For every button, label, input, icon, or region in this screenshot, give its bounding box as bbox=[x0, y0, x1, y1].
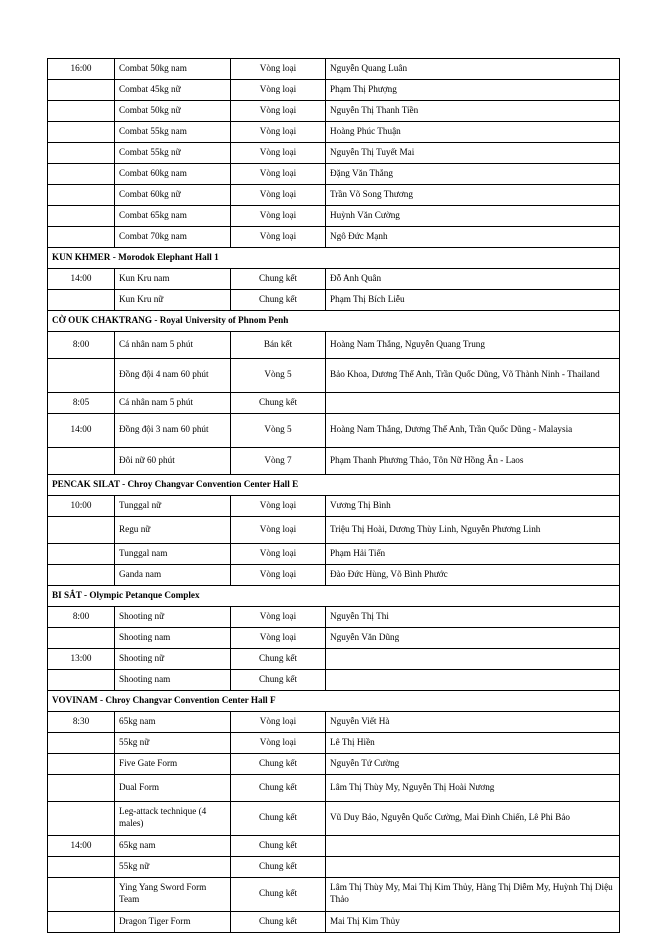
table-row bbox=[48, 206, 620, 227]
schedule-cell-time bbox=[48, 857, 115, 878]
schedule-cell-athletes bbox=[326, 649, 620, 670]
schedule-cell-round: Vòng loại bbox=[231, 496, 326, 517]
schedule-cell-round: Chung kết bbox=[231, 269, 326, 290]
table-row bbox=[48, 565, 620, 586]
table-row bbox=[48, 59, 620, 80]
schedule-cell-round: Vòng loại bbox=[231, 544, 326, 565]
schedule-cell-round: Vòng loại bbox=[231, 733, 326, 754]
schedule-cell-athletes: Vũ Duy Bảo, Nguyễn Quốc Cường, Mai Đình Chiến, Lê Phi Bảo bbox=[326, 802, 620, 836]
schedule-cell-event: 55kg nữ bbox=[115, 733, 231, 754]
table-row bbox=[48, 101, 620, 122]
schedule-cell-athletes: Nguyễn Thị Tuyết Mai bbox=[326, 143, 620, 164]
schedule-cell-athletes: Phạm Thị Phượng bbox=[326, 80, 620, 101]
schedule-cell-round: Chung kết bbox=[231, 393, 326, 414]
schedule-cell-round: Chung kết bbox=[231, 857, 326, 878]
schedule-cell-event: Combat 55kg nữ bbox=[115, 143, 231, 164]
schedule-cell-athletes: Huỳnh Văn Cường bbox=[326, 206, 620, 227]
schedule-cell-athletes: Đào Đức Hùng, Võ Bình Phước bbox=[326, 565, 620, 586]
table-row bbox=[48, 754, 620, 775]
table-row bbox=[48, 122, 620, 143]
section-header-title: PENCAK SILAT - Chroy Changvar Convention Center Hall E bbox=[48, 475, 620, 496]
table-row bbox=[48, 544, 620, 565]
schedule-cell-round: Chung kết bbox=[231, 802, 326, 836]
schedule-cell-time bbox=[48, 80, 115, 101]
table-row bbox=[48, 227, 620, 248]
schedule-cell-athletes: Đặng Văn Thắng bbox=[326, 164, 620, 185]
schedule-cell-event: Shooting nữ bbox=[115, 649, 231, 670]
schedule-cell-round: Vòng loại bbox=[231, 164, 326, 185]
schedule-sheet bbox=[47, 58, 613, 933]
schedule-cell-time bbox=[48, 775, 115, 802]
schedule-cell-event: Đồng đội 3 nam 60 phút bbox=[115, 414, 231, 448]
section-header-row bbox=[48, 311, 620, 332]
schedule-cell-round: Chung kết bbox=[231, 754, 326, 775]
schedule-cell-time bbox=[48, 206, 115, 227]
schedule-cell-athletes: Hoàng Nam Thắng, Dương Thế Anh, Trần Quốc Dũng - Malaysia bbox=[326, 414, 620, 448]
schedule-cell-athletes: Đỗ Anh Quân bbox=[326, 269, 620, 290]
table-row bbox=[48, 712, 620, 733]
schedule-cell-time: 16:00 bbox=[48, 59, 115, 80]
schedule-cell-event: Combat 55kg nam bbox=[115, 122, 231, 143]
schedule-cell-time: 8:00 bbox=[48, 332, 115, 359]
section-header-title: BI SẮT - Olympic Petanque Complex bbox=[48, 586, 620, 607]
schedule-cell-athletes: Phạm Hải Tiến bbox=[326, 544, 620, 565]
schedule-cell-athletes bbox=[326, 393, 620, 414]
schedule-cell-event: Combat 60kg nữ bbox=[115, 185, 231, 206]
schedule-cell-time bbox=[48, 670, 115, 691]
schedule-cell-athletes: Hoàng Phúc Thuận bbox=[326, 122, 620, 143]
schedule-cell-athletes: Bảo Khoa, Dương Thế Anh, Trần Quốc Dũng, Võ Thành Ninh - Thailand bbox=[326, 359, 620, 393]
schedule-cell-event: Combat 70kg nam bbox=[115, 227, 231, 248]
schedule-cell-time bbox=[48, 733, 115, 754]
schedule-cell-athletes: Lê Thị Hiền bbox=[326, 733, 620, 754]
table-row bbox=[48, 185, 620, 206]
schedule-cell-athletes bbox=[326, 836, 620, 857]
schedule-cell-time bbox=[48, 544, 115, 565]
schedule-cell-event: Combat 50kg nữ bbox=[115, 101, 231, 122]
table-row bbox=[48, 649, 620, 670]
schedule-cell-time bbox=[48, 517, 115, 544]
schedule-cell-event: Regu nữ bbox=[115, 517, 231, 544]
schedule-cell-event: Ganda nam bbox=[115, 565, 231, 586]
schedule-cell-time: 14:00 bbox=[48, 414, 115, 448]
schedule-cell-round: Vòng loại bbox=[231, 80, 326, 101]
table-row bbox=[48, 393, 620, 414]
schedule-cell-event: Combat 50kg nam bbox=[115, 59, 231, 80]
table-row bbox=[48, 164, 620, 185]
schedule-cell-event: Five Gate Form bbox=[115, 754, 231, 775]
schedule-cell-event: 65kg nam bbox=[115, 836, 231, 857]
schedule-cell-time: 14:00 bbox=[48, 836, 115, 857]
schedule-cell-round: Vòng loại bbox=[231, 628, 326, 649]
schedule-cell-event: Combat 60kg nam bbox=[115, 164, 231, 185]
section-header-row bbox=[48, 586, 620, 607]
schedule-cell-event: Shooting nam bbox=[115, 670, 231, 691]
schedule-cell-round: Chung kết bbox=[231, 775, 326, 802]
table-row bbox=[48, 670, 620, 691]
schedule-cell-round: Vòng loại bbox=[231, 565, 326, 586]
schedule-cell-athletes: Mai Thị Kim Thủy bbox=[326, 912, 620, 933]
schedule-cell-time bbox=[48, 164, 115, 185]
schedule-cell-event: Đôi nữ 60 phút bbox=[115, 448, 231, 475]
schedule-cell-round: Vòng loại bbox=[231, 206, 326, 227]
schedule-cell-round: Vòng loại bbox=[231, 712, 326, 733]
schedule-cell-event: Combat 45kg nữ bbox=[115, 80, 231, 101]
table-row bbox=[48, 496, 620, 517]
schedule-cell-round: Vòng loại bbox=[231, 517, 326, 544]
schedule-cell-time: 8:05 bbox=[48, 393, 115, 414]
table-row bbox=[48, 857, 620, 878]
table-row bbox=[48, 269, 620, 290]
schedule-cell-event: Shooting nam bbox=[115, 628, 231, 649]
schedule-cell-round: Vòng loại bbox=[231, 59, 326, 80]
section-header-title: VOVINAM - Chroy Changvar Convention Center Hall F bbox=[48, 691, 620, 712]
table-row bbox=[48, 912, 620, 933]
schedule-cell-event: Shooting nữ bbox=[115, 607, 231, 628]
schedule-cell-round: Vòng 5 bbox=[231, 359, 326, 393]
table-row bbox=[48, 359, 620, 393]
schedule-cell-round: Chung kết bbox=[231, 878, 326, 912]
schedule-cell-time: 8:00 bbox=[48, 607, 115, 628]
table-row bbox=[48, 878, 620, 912]
table-row bbox=[48, 80, 620, 101]
schedule-cell-round: Vòng loại bbox=[231, 122, 326, 143]
schedule-cell-athletes: Phạm Thanh Phương Thảo, Tôn Nữ Hồng Ân - Laos bbox=[326, 448, 620, 475]
schedule-cell-round: Chung kết bbox=[231, 290, 326, 311]
schedule-cell-time bbox=[48, 101, 115, 122]
schedule-cell-athletes: Ngô Đức Mạnh bbox=[326, 227, 620, 248]
section-header-row bbox=[48, 475, 620, 496]
schedule-cell-round: Chung kết bbox=[231, 912, 326, 933]
schedule-cell-event: 65kg nam bbox=[115, 712, 231, 733]
table-row bbox=[48, 448, 620, 475]
schedule-cell-time: 8:30 bbox=[48, 712, 115, 733]
schedule-cell-athletes: Lâm Thị Thùy My, Mai Thị Kim Thủy, Hàng Thị Diễm My, Huỳnh Thị Diệu Thảo bbox=[326, 878, 620, 912]
table-row bbox=[48, 332, 620, 359]
schedule-cell-athletes: Phạm Thị Bích Liễu bbox=[326, 290, 620, 311]
schedule-cell-athletes: Vương Thị Bình bbox=[326, 496, 620, 517]
schedule-cell-round: Chung kết bbox=[231, 649, 326, 670]
table-row bbox=[48, 802, 620, 836]
schedule-cell-event: Combat 65kg nam bbox=[115, 206, 231, 227]
schedule-cell-time bbox=[48, 185, 115, 206]
schedule-cell-time bbox=[48, 448, 115, 475]
competition-schedule-table bbox=[47, 58, 620, 933]
schedule-cell-athletes: Hoàng Nam Thắng, Nguyễn Quang Trung bbox=[326, 332, 620, 359]
schedule-cell-athletes bbox=[326, 670, 620, 691]
schedule-cell-athletes: Nguyễn Thị Thanh Tiền bbox=[326, 101, 620, 122]
section-header-title: KUN KHMER - Morodok Elephant Hall 1 bbox=[48, 248, 620, 269]
schedule-cell-event: Cá nhân nam 5 phút bbox=[115, 393, 231, 414]
schedule-cell-time bbox=[48, 565, 115, 586]
schedule-cell-time bbox=[48, 290, 115, 311]
schedule-cell-athletes: Nguyễn Văn Dũng bbox=[326, 628, 620, 649]
table-row bbox=[48, 290, 620, 311]
schedule-cell-round: Chung kết bbox=[231, 836, 326, 857]
schedule-cell-event: Tunggal nam bbox=[115, 544, 231, 565]
schedule-cell-round: Vòng loại bbox=[231, 143, 326, 164]
schedule-cell-athletes: Nguyễn Viết Hà bbox=[326, 712, 620, 733]
schedule-cell-event: Kun Kru nữ bbox=[115, 290, 231, 311]
schedule-cell-round: Vòng loại bbox=[231, 607, 326, 628]
schedule-cell-athletes: Nguyễn Tứ Cường bbox=[326, 754, 620, 775]
schedule-cell-event: 55kg nữ bbox=[115, 857, 231, 878]
schedule-cell-time bbox=[48, 628, 115, 649]
schedule-cell-round: Vòng loại bbox=[231, 101, 326, 122]
schedule-cell-time: 14:00 bbox=[48, 269, 115, 290]
schedule-table-body bbox=[48, 59, 620, 933]
schedule-cell-event: Dual Form bbox=[115, 775, 231, 802]
schedule-cell-time: 10:00 bbox=[48, 496, 115, 517]
schedule-cell-athletes bbox=[326, 857, 620, 878]
schedule-cell-athletes: Triệu Thị Hoài, Dương Thùy Linh, Nguyễn Phương Linh bbox=[326, 517, 620, 544]
schedule-cell-event: Kun Kru nam bbox=[115, 269, 231, 290]
table-row bbox=[48, 607, 620, 628]
schedule-cell-athletes: Lâm Thị Thùy My, Nguyễn Thị Hoài Nương bbox=[326, 775, 620, 802]
table-row bbox=[48, 836, 620, 857]
schedule-cell-round: Vòng 7 bbox=[231, 448, 326, 475]
schedule-cell-round: Vòng 5 bbox=[231, 414, 326, 448]
schedule-cell-event: Dragon Tiger Form bbox=[115, 912, 231, 933]
schedule-cell-time bbox=[48, 754, 115, 775]
schedule-cell-time bbox=[48, 878, 115, 912]
section-header-title: CỜ OUK CHAKTRANG - Royal University of Phnom Penh bbox=[48, 311, 620, 332]
schedule-cell-time bbox=[48, 802, 115, 836]
section-header-row bbox=[48, 691, 620, 712]
section-header-row bbox=[48, 248, 620, 269]
schedule-cell-round: Bán kết bbox=[231, 332, 326, 359]
schedule-cell-round: Chung kết bbox=[231, 670, 326, 691]
schedule-cell-time bbox=[48, 143, 115, 164]
schedule-cell-time bbox=[48, 359, 115, 393]
schedule-cell-round: Vòng loại bbox=[231, 185, 326, 206]
schedule-cell-round: Vòng loại bbox=[231, 227, 326, 248]
table-row bbox=[48, 733, 620, 754]
schedule-cell-event: Leg-attack technique (4 males) bbox=[115, 802, 231, 836]
table-row bbox=[48, 143, 620, 164]
schedule-cell-time bbox=[48, 227, 115, 248]
schedule-cell-event: Tunggal nữ bbox=[115, 496, 231, 517]
table-row bbox=[48, 628, 620, 649]
schedule-cell-time bbox=[48, 122, 115, 143]
table-row bbox=[48, 775, 620, 802]
schedule-cell-event: Ying Yang Sword Form Team bbox=[115, 878, 231, 912]
table-row bbox=[48, 414, 620, 448]
schedule-cell-time: 13:00 bbox=[48, 649, 115, 670]
schedule-cell-athletes: Nguyễn Quang Luân bbox=[326, 59, 620, 80]
schedule-cell-athletes: Nguyễn Thị Thi bbox=[326, 607, 620, 628]
schedule-cell-time bbox=[48, 912, 115, 933]
schedule-cell-event: Cá nhân nam 5 phút bbox=[115, 332, 231, 359]
schedule-cell-athletes: Trần Võ Song Thương bbox=[326, 185, 620, 206]
table-row bbox=[48, 517, 620, 544]
schedule-cell-event: Đồng đội 4 nam 60 phút bbox=[115, 359, 231, 393]
